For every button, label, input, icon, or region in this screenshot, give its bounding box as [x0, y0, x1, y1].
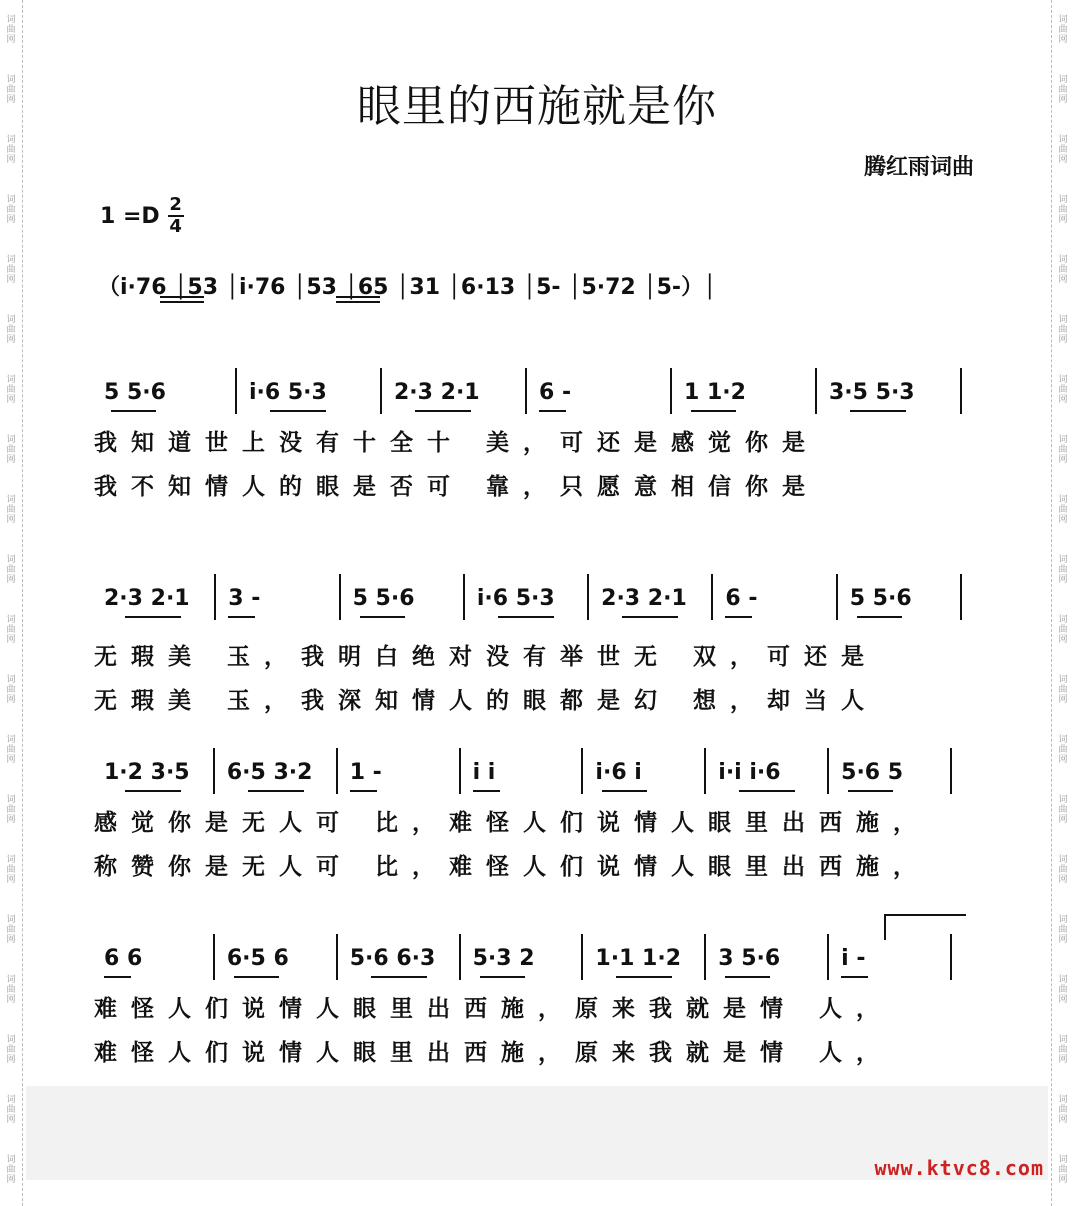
side-strip-unit — [6, 900, 15, 960]
barline — [950, 748, 952, 794]
side-strip-char: 网 — [6, 395, 16, 405]
side-strip-char: 词 — [6, 75, 16, 85]
side-strip-char: 网 — [6, 95, 16, 105]
time-numerator: 2 — [169, 194, 182, 215]
side-strip-char: 曲 — [6, 1165, 16, 1175]
side-strip-unit — [6, 780, 15, 840]
side-strip-char: 曲 — [1058, 265, 1068, 275]
side-strip-char: 曲 — [1058, 1045, 1068, 1055]
barline — [214, 574, 216, 620]
side-strip-char: 曲 — [6, 565, 16, 575]
side-strip-char: 曲 — [6, 985, 16, 995]
side-strip-char: 词 — [1058, 915, 1068, 925]
barline — [463, 574, 465, 620]
side-strip-char: 词 — [6, 1095, 16, 1105]
side-strip-unit — [6, 180, 15, 240]
barline — [336, 934, 338, 980]
side-strip-char: 词 — [6, 1035, 16, 1045]
side-strip-char: 词 — [1058, 435, 1068, 445]
side-strip-char: 词 — [1058, 1035, 1068, 1045]
side-strip-char: 网 — [1058, 935, 1068, 945]
side-strip-unit — [1058, 1140, 1067, 1200]
side-strip-char: 网 — [6, 215, 16, 225]
lyric-line-3b: 称赞你是无人可 比，难怪人们说情人眼里出西施， — [94, 853, 931, 880]
barline — [581, 934, 583, 980]
side-strip-char: 网 — [6, 1115, 16, 1125]
side-strip-char: 网 — [1058, 875, 1068, 885]
side-strip-char: 网 — [1058, 35, 1068, 45]
side-strip-char: 词 — [6, 495, 16, 505]
barline — [950, 934, 952, 980]
side-strip-char: 曲 — [1058, 505, 1068, 515]
side-strip-char: 曲 — [6, 745, 16, 755]
side-strip-unit — [6, 420, 15, 480]
side-strip-unit — [6, 480, 15, 540]
barline — [336, 748, 338, 794]
lyric-line-3a: 感觉你是无人可 比，难怪人们说情人眼里出西施， — [94, 809, 931, 836]
side-strip-char: 网 — [6, 995, 16, 1005]
side-strip-char: 网 — [6, 575, 16, 585]
barline — [213, 934, 215, 980]
side-strip-char: 词 — [6, 315, 16, 325]
side-strip-char: 词 — [1058, 795, 1068, 805]
side-strip-char: 网 — [6, 35, 16, 45]
side-strip-char: 网 — [6, 875, 16, 885]
measure: 1 1·2 — [684, 380, 746, 405]
side-strip-char: 词 — [1058, 495, 1068, 505]
time-signature — [168, 196, 184, 236]
side-strip-unit — [6, 360, 15, 420]
song-title: 眼里的西施就是你 — [357, 81, 717, 132]
measure: 3·5 5·3 — [829, 380, 915, 405]
side-strip-char: 网 — [1058, 575, 1068, 585]
side-strip-char: 词 — [6, 615, 16, 625]
side-strip-char: 词 — [6, 375, 16, 385]
side-strip-char: 网 — [6, 755, 16, 765]
side-strip-char: 曲 — [6, 145, 16, 155]
side-strip-char: 网 — [1058, 695, 1068, 705]
side-strip-char: 词 — [1058, 555, 1068, 565]
song-credit: 腾红雨词曲 — [863, 155, 974, 180]
side-strip-char: 词 — [1058, 615, 1068, 625]
measure: i·6 i — [595, 760, 642, 785]
side-strip-unit — [6, 960, 15, 1020]
key-label: 1 =D — [100, 203, 160, 229]
side-strip-char: 词 — [1058, 15, 1068, 25]
side-strip-char: 曲 — [6, 265, 16, 275]
side-strip-unit — [1058, 360, 1067, 420]
side-strip-char: 曲 — [1058, 385, 1068, 395]
side-strip-char: 曲 — [6, 205, 16, 215]
barline — [704, 934, 706, 980]
measure: 2·3 2·1 — [394, 380, 480, 405]
side-strip-char: 词 — [1058, 75, 1068, 85]
barline — [459, 934, 461, 980]
side-strip-unit — [1058, 420, 1067, 480]
key-signature — [100, 196, 184, 236]
side-strip-unit — [1058, 180, 1067, 240]
side-strip-unit — [6, 1080, 15, 1140]
side-strip-unit — [1058, 0, 1067, 60]
side-strip-unit — [1058, 960, 1067, 1020]
side-strip-unit — [6, 240, 15, 300]
measure: 1 - — [349, 760, 382, 785]
side-strip-unit — [1058, 660, 1067, 720]
side-strip-char: 词 — [1058, 255, 1068, 265]
side-strip-char: 曲 — [6, 805, 16, 815]
side-strip-char: 词 — [6, 915, 16, 925]
time-denominator: 4 — [169, 216, 182, 237]
side-strip-unit — [1058, 600, 1067, 660]
side-strip-char: 词 — [1058, 315, 1068, 325]
side-strip-char: 词 — [1058, 1095, 1068, 1105]
side-strip-char: 曲 — [1058, 985, 1068, 995]
measure: 6 - — [539, 380, 572, 405]
measure: i - — [841, 946, 866, 971]
side-strip-char: 网 — [6, 455, 16, 465]
side-strip-char: 曲 — [6, 445, 16, 455]
side-strip-unit — [6, 660, 15, 720]
side-strip-char: 曲 — [1058, 1105, 1068, 1115]
side-strip-char: 网 — [1058, 1175, 1068, 1185]
side-strip-char: 网 — [6, 1055, 16, 1065]
measure: 2·3 2·1 — [601, 586, 687, 611]
barline — [587, 574, 589, 620]
side-strip-char: 词 — [1058, 735, 1068, 745]
side-strip-char: 曲 — [1058, 445, 1068, 455]
lyric-line-1b: 我不知情人的眼是否可 靠，只愿意相信你是 — [94, 473, 820, 500]
side-strip-unit — [1058, 900, 1067, 960]
side-strip-char: 网 — [6, 335, 16, 345]
side-strip-unit — [6, 600, 15, 660]
side-strip-unit — [6, 1140, 15, 1200]
left-side-strip — [0, 0, 23, 1206]
barline — [581, 748, 583, 794]
side-strip-char: 网 — [6, 695, 16, 705]
side-strip-char: 曲 — [6, 865, 16, 875]
side-strip-unit — [6, 720, 15, 780]
side-strip-char: 曲 — [1058, 865, 1068, 875]
side-strip-unit — [1058, 840, 1067, 900]
volta-bracket — [884, 914, 966, 940]
lyric-line-2b: 无瑕美 玉，我深知情人的眼都是幻 想，却当人 — [94, 687, 879, 714]
side-strip-char: 词 — [1058, 855, 1068, 865]
side-strip-char: 词 — [6, 435, 16, 445]
barline — [827, 748, 829, 794]
side-strip-char: 网 — [1058, 1055, 1068, 1065]
side-strip-char: 词 — [1058, 1155, 1068, 1165]
side-strip-char: 网 — [6, 275, 16, 285]
side-strip-char: 曲 — [6, 505, 16, 515]
side-strip-char: 词 — [1058, 375, 1068, 385]
measure: 3 - — [228, 586, 261, 611]
side-strip-char: 词 — [6, 975, 16, 985]
side-strip-char: 网 — [6, 935, 16, 945]
side-strip-unit — [6, 1020, 15, 1080]
side-strip-char: 曲 — [6, 1045, 16, 1055]
measure: 5·6 5 — [841, 760, 904, 785]
measure: i·6 5·3 — [476, 586, 555, 611]
site-watermark: www.ktvc8.com — [874, 1156, 1044, 1180]
side-strip-char: 网 — [1058, 995, 1068, 1005]
side-strip-char: 网 — [1058, 335, 1068, 345]
measure: i·i i·6 — [718, 760, 781, 785]
intro-notes — [98, 270, 978, 310]
side-strip-char: 曲 — [1058, 145, 1068, 155]
measure: 6 6 — [104, 946, 143, 971]
side-strip-char: 网 — [1058, 635, 1068, 645]
side-strip-char: 词 — [6, 15, 16, 25]
side-strip-char: 曲 — [1058, 1165, 1068, 1175]
side-strip-unit — [1058, 240, 1067, 300]
measure: 2·3 2·1 — [104, 586, 190, 611]
side-strip-char: 词 — [6, 555, 16, 565]
barline — [711, 574, 713, 620]
measure: 3 5·6 — [718, 946, 781, 971]
side-strip-char: 词 — [6, 255, 16, 265]
side-strip-char: 曲 — [6, 85, 16, 95]
side-strip-unit — [1058, 540, 1067, 600]
side-strip-char: 词 — [6, 135, 16, 145]
score-line-4 — [98, 946, 978, 986]
side-strip-char: 曲 — [6, 325, 16, 335]
side-strip-char: 曲 — [6, 25, 16, 35]
barline — [960, 574, 962, 620]
side-strip-char: 曲 — [1058, 85, 1068, 95]
score-line-1 — [98, 380, 978, 420]
measure: 6·5 3·2 — [226, 760, 313, 785]
score-line-3 — [98, 760, 978, 800]
side-strip-unit — [1058, 300, 1067, 360]
side-strip-char: 曲 — [6, 1105, 16, 1115]
side-strip-char: 曲 — [1058, 805, 1068, 815]
side-strip-char: 网 — [6, 515, 16, 525]
measure: 5·3 2 — [472, 946, 535, 971]
side-strip-char: 词 — [6, 735, 16, 745]
barline — [235, 368, 237, 414]
measure: 5 5·6 — [849, 586, 912, 611]
lyric-line-4a: 难怪人们说情人眼里出西施，原来我就是情 人， — [94, 995, 894, 1022]
measure: i·6 5·3 — [249, 380, 327, 405]
barline — [380, 368, 382, 414]
side-strip-char: 曲 — [1058, 925, 1068, 935]
side-strip-char: 网 — [1058, 215, 1068, 225]
score-line-2 — [98, 586, 978, 626]
side-strip-char: 曲 — [1058, 325, 1068, 335]
side-strip-char: 曲 — [1058, 745, 1068, 755]
measure: 6 - — [725, 586, 758, 611]
side-strip-unit — [6, 0, 15, 60]
side-strip-char: 网 — [1058, 755, 1068, 765]
side-strip-char: 网 — [1058, 515, 1068, 525]
side-strip-char: 网 — [6, 635, 16, 645]
side-strip-char: 网 — [1058, 95, 1068, 105]
measure: 1·2 3·5 — [104, 760, 190, 785]
side-strip-char: 曲 — [1058, 625, 1068, 635]
measure: 5 5·6 — [352, 586, 415, 611]
side-strip-char: 词 — [1058, 975, 1068, 985]
side-strip-char: 词 — [6, 1155, 16, 1165]
side-strip-char: 曲 — [6, 625, 16, 635]
side-strip-char: 网 — [1058, 455, 1068, 465]
barline — [670, 368, 672, 414]
side-strip-char: 网 — [1058, 815, 1068, 825]
side-strip-char: 网 — [6, 1175, 16, 1185]
side-strip-char: 曲 — [6, 925, 16, 935]
side-strip-char: 曲 — [1058, 205, 1068, 215]
side-strip-char: 曲 — [1058, 685, 1068, 695]
side-strip-char: 词 — [6, 795, 16, 805]
measure: i i — [472, 760, 496, 785]
side-strip-char: 网 — [6, 815, 16, 825]
barline — [815, 368, 817, 414]
side-strip-unit — [1058, 720, 1067, 780]
side-strip-unit — [1058, 1020, 1067, 1080]
lyric-line-1a: 我知道世上没有十全十 美，可还是感觉你是 — [94, 429, 820, 456]
side-strip-char: 词 — [1058, 135, 1068, 145]
side-strip-char: 词 — [6, 195, 16, 205]
side-strip-char: 网 — [6, 155, 16, 165]
side-strip-unit — [6, 840, 15, 900]
lyric-line-2a: 无瑕美 玉，我明白绝对没有举世无 双，可还是 — [94, 643, 879, 670]
side-strip-unit — [6, 540, 15, 600]
measure: 1·1 1·2 — [595, 946, 682, 971]
barline — [339, 574, 341, 620]
side-strip-char: 词 — [1058, 195, 1068, 205]
right-side-strip — [1051, 0, 1074, 1206]
barline — [704, 748, 706, 794]
measure: 5·6 6·3 — [349, 946, 436, 971]
side-strip-unit — [6, 300, 15, 360]
intro-text: （i·76 │53 │i·76 │53 │65 │31 │6·13 │5- │5·72 │5-）│ — [98, 275, 717, 300]
side-strip-char: 曲 — [1058, 565, 1068, 575]
lyric-line-4b: 难怪人们说情人眼里出西施，原来我就是情 人， — [94, 1039, 894, 1066]
barline — [836, 574, 838, 620]
barline — [525, 368, 527, 414]
side-strip-char: 曲 — [1058, 25, 1068, 35]
side-strip-char: 曲 — [6, 385, 16, 395]
side-strip-unit — [1058, 1080, 1067, 1140]
measure: 6·5 6 — [226, 946, 289, 971]
barline — [213, 748, 215, 794]
side-strip-char: 网 — [1058, 275, 1068, 285]
side-strip-char: 网 — [1058, 1115, 1068, 1125]
barline — [459, 748, 461, 794]
side-strip-unit — [1058, 480, 1067, 540]
side-strip-char: 词 — [1058, 675, 1068, 685]
side-strip-char: 词 — [6, 675, 16, 685]
barline — [827, 934, 829, 980]
side-strip-unit — [1058, 780, 1067, 840]
barline — [960, 368, 962, 414]
side-strip-char: 网 — [1058, 155, 1068, 165]
side-strip-char: 网 — [1058, 395, 1068, 405]
side-strip-char: 词 — [6, 855, 16, 865]
measure: 5 5·6 — [104, 380, 166, 405]
side-strip-char: 曲 — [6, 685, 16, 695]
